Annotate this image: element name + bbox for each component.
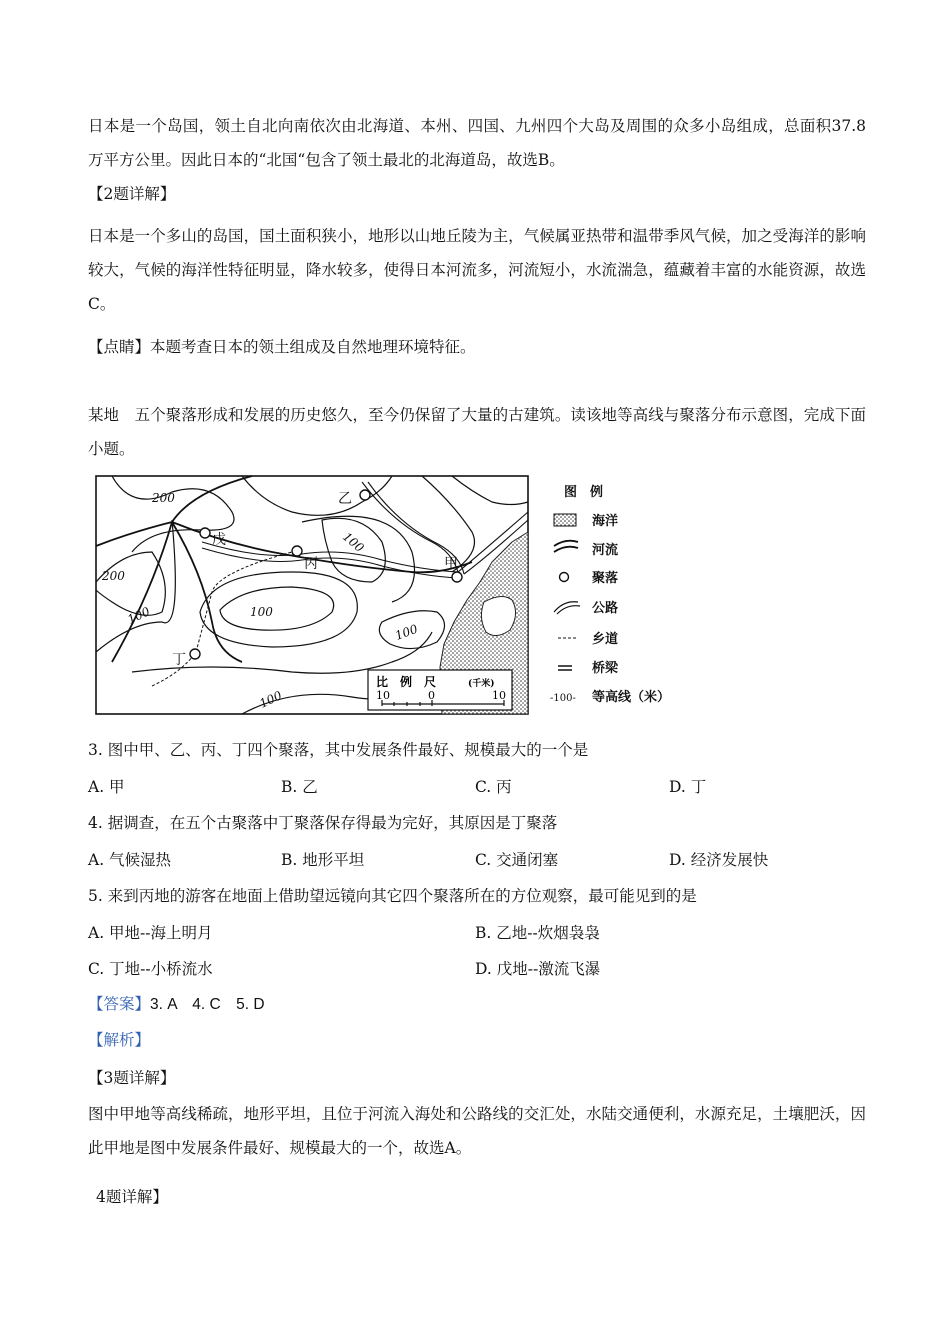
question-3-options bbox=[88, 770, 868, 804]
option-b[interactable]: B. 乙 bbox=[281, 778, 318, 796]
legend-countryroad: 乡道 bbox=[592, 632, 619, 647]
legend-settlement: 聚落 bbox=[592, 571, 619, 586]
scale-title: 比 例 尺 bbox=[376, 675, 437, 689]
question-5-options-row2 bbox=[88, 952, 868, 986]
question-5-options-row1 bbox=[88, 916, 868, 950]
contour-label: 200 bbox=[102, 569, 125, 583]
option-d[interactable]: D. 经济发展快 bbox=[669, 851, 769, 869]
answer-line bbox=[88, 988, 868, 1022]
scale-right: 10 bbox=[492, 689, 506, 702]
legend-contour-symbol: -100- bbox=[550, 693, 576, 704]
label-jia: 甲 bbox=[444, 556, 458, 572]
legend-settlement-symbol bbox=[560, 573, 569, 582]
option-b[interactable]: B. 地形平坦 bbox=[281, 851, 365, 869]
section-header-q4: 4题详解】 bbox=[96, 1188, 168, 1206]
label-ding: 丁 bbox=[172, 652, 186, 668]
label-yi: 乙 bbox=[338, 491, 352, 507]
settlement-ding bbox=[190, 649, 200, 659]
option-a[interactable]: A. 甲地--海上明月 bbox=[88, 924, 213, 942]
legend-bridge-symbol bbox=[558, 666, 572, 670]
option-c[interactable]: C. 丁地--小桥流水 bbox=[88, 960, 213, 978]
answer-label: 【答案】 bbox=[88, 996, 151, 1013]
contour-label: 100 bbox=[250, 605, 273, 619]
option-d[interactable]: D. 戊地--激流飞瀑 bbox=[475, 960, 601, 978]
settlement-bing bbox=[292, 546, 302, 556]
option-c[interactable]: C. 丙 bbox=[475, 778, 512, 796]
section-header-q3: 【3题详解】 bbox=[88, 1069, 176, 1087]
legend-bridge: 桥梁 bbox=[592, 661, 619, 676]
scale-mid: 0 bbox=[428, 689, 435, 702]
paragraph-explanation-q2: 日本是一个多山的岛国，国土面积狭小，地形以山地丘陵为主，气候属亚热带和温带季风气候，加之受海洋的影响较大，气候的海洋性特征明显，降水较多，使得日本河流多，河流短小，水流湍急，蕴藏着丰富的水能资源，故选C。 bbox=[88, 227, 866, 313]
settlement-wu bbox=[200, 528, 210, 538]
scale-left: 10 bbox=[376, 689, 390, 702]
contour-label: 100 bbox=[257, 688, 285, 711]
contour-label: 100 bbox=[393, 621, 420, 643]
option-a[interactable]: A. 甲 bbox=[88, 778, 125, 796]
map-svg bbox=[92, 472, 692, 720]
option-a[interactable]: A. 气候湿热 bbox=[88, 851, 172, 869]
option-c[interactable]: C. 交通闭塞 bbox=[475, 851, 559, 869]
settlement-jia bbox=[452, 572, 462, 582]
question-5-stem: 5. 来到丙地的游客在地面上借助望远镜向其它四个聚落所在的方位观察，最可能见到的是 bbox=[88, 887, 697, 905]
legend-contour: 等高线（米） bbox=[592, 690, 671, 705]
settlement-yi bbox=[360, 490, 370, 500]
label-wu: 戊 bbox=[212, 532, 226, 548]
section-header-q2: 【2题详解】 bbox=[88, 185, 176, 203]
answer-text: 3. A 4. C 5. D bbox=[150, 996, 265, 1013]
contour-label: 200 bbox=[152, 491, 175, 505]
scale-unit: (千米) bbox=[468, 679, 495, 689]
contour-settlement-map bbox=[92, 472, 692, 720]
legend-river-symbol bbox=[554, 541, 578, 552]
legend-highway-symbol bbox=[554, 602, 580, 614]
contour-label: 100 bbox=[340, 529, 367, 556]
paragraph-explanation-q3: 图中甲地等高线稀疏，地形平坦，且位于河流入海处和公路线的交汇处，水陆交通便利，水源充足，土壤肥沃，因此甲地是图中发展条件最好、规模最大的一个，故选A。 bbox=[88, 1105, 866, 1157]
analysis-label: 【解析】 bbox=[88, 1032, 151, 1049]
legend-highway: 公路 bbox=[592, 601, 619, 616]
legend-sea-symbol bbox=[554, 514, 576, 526]
question-4-options bbox=[88, 843, 868, 877]
legend-river: 河流 bbox=[592, 543, 619, 558]
legend-sea: 海洋 bbox=[592, 514, 619, 529]
dianjing-note: 【点睛】本题考查日本的领土组成及自然地理环境特征。 bbox=[88, 338, 476, 356]
option-d[interactable]: D. 丁 bbox=[669, 778, 707, 796]
label-bing: 丙 bbox=[304, 556, 318, 572]
legend-title: 图 例 bbox=[564, 485, 604, 500]
question-4-stem: 4. 据调查，在五个古聚落中丁聚落保存得最为完好，其原因是丁聚落 bbox=[88, 814, 558, 832]
option-b[interactable]: B. 乙地--炊烟袅袅 bbox=[475, 924, 600, 942]
legend bbox=[550, 484, 670, 705]
question-3-stem: 3. 图中甲、乙、丙、丁四个聚落，其中发展条件最好、规模最大的一个是 bbox=[88, 741, 589, 759]
problem-stem: 某地 五个聚落形成和发展的历史悠久，至今仍保留了大量的古建筑。读该地等高线与聚落分布示意图，完成下面小题。 bbox=[88, 406, 866, 458]
contour-label: 100 bbox=[125, 604, 153, 627]
island bbox=[481, 596, 515, 635]
paragraph-answer-q1: 日本是一个岛国，领土自北向南依次由北海道、本州、四国、九州四个大岛及周围的众多小岛组成，总面积37.8万平方公里。因此日本的“北国“包含了领土最北的北海道岛，故选B。 bbox=[88, 117, 866, 169]
